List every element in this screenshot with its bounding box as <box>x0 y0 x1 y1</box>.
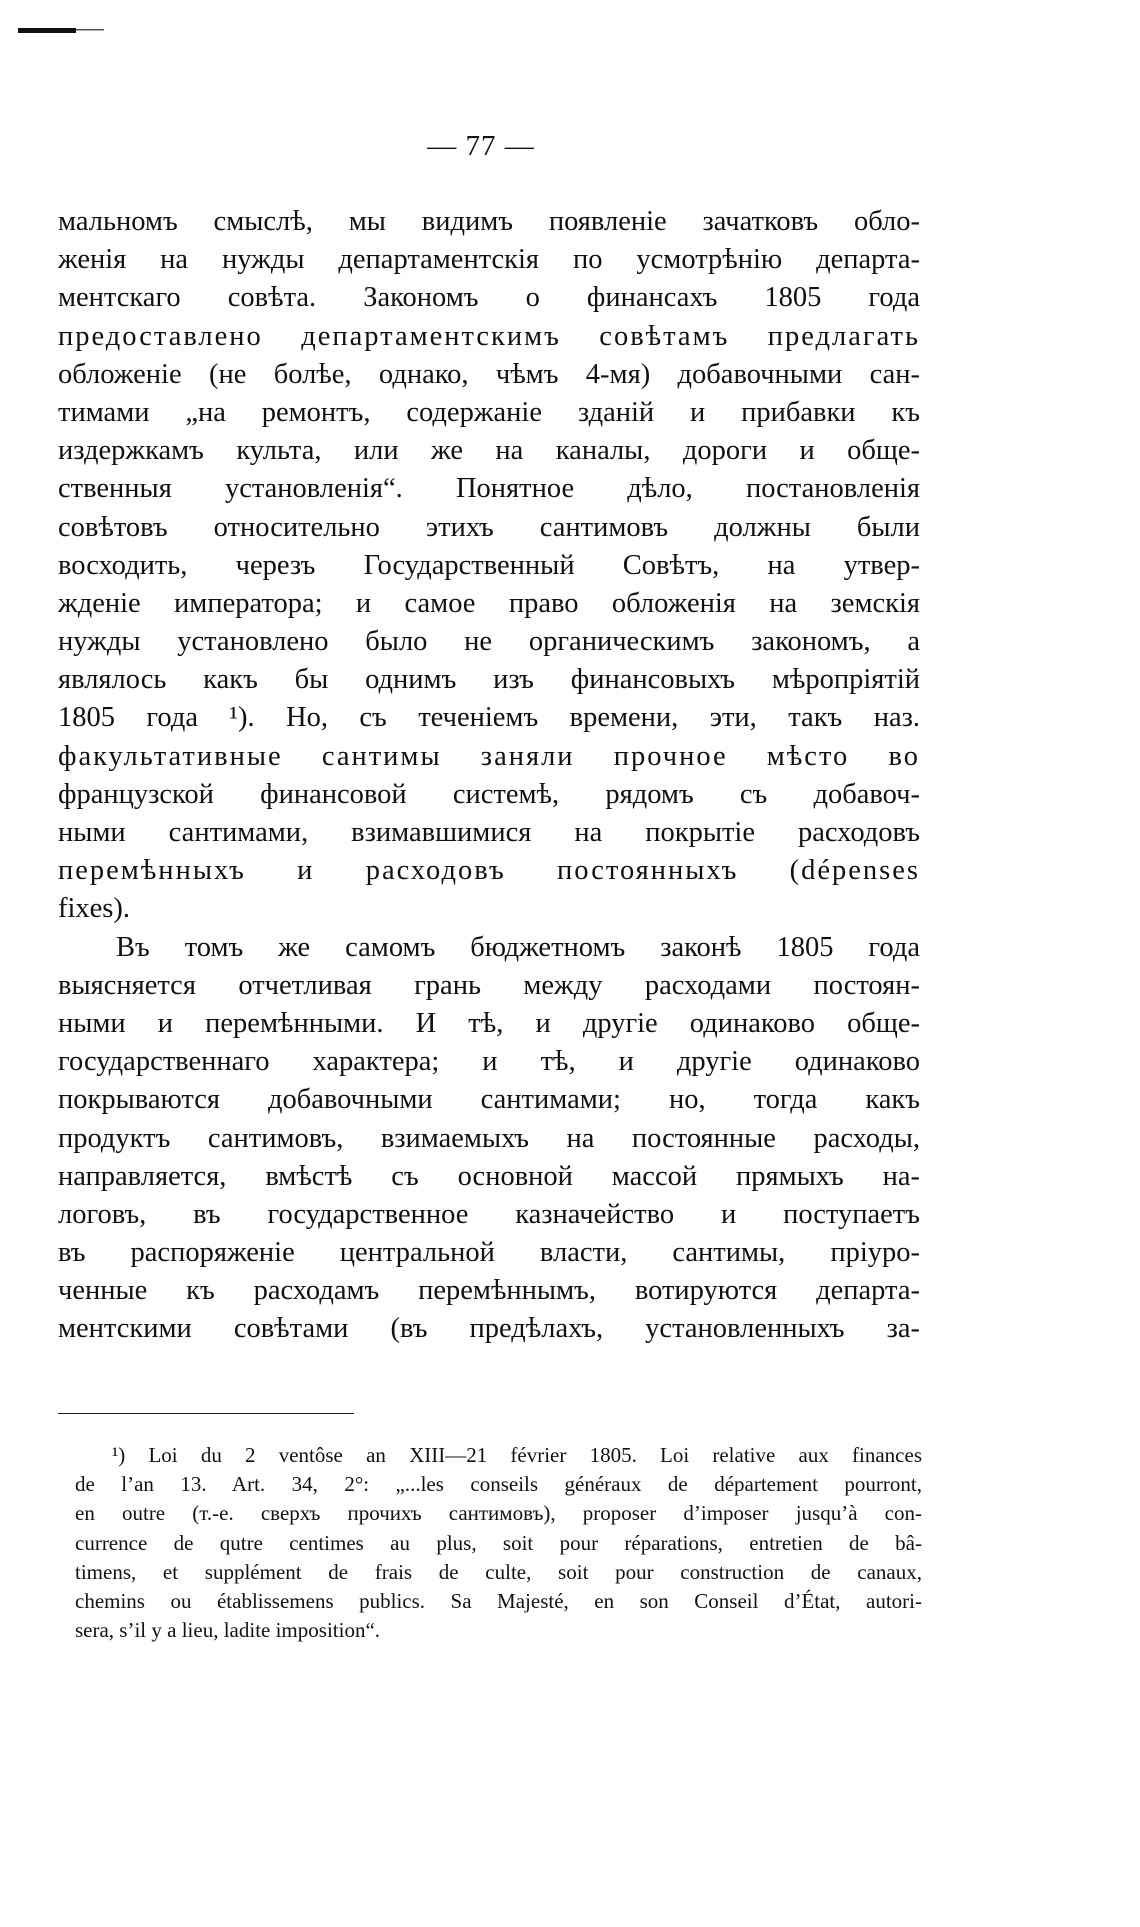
footnote-line: sera, s’il y a lieu, ladite imposition“. <box>75 1618 381 1643</box>
text-line: выясняется отчетливая грань между расходами постоян- <box>58 969 920 1001</box>
text-line: ными сантимами, взимавшимися на покрытіе расходовъ <box>58 817 920 848</box>
footnote-divider <box>58 1413 354 1414</box>
footnote-line: ¹) Loi du 2 ventôse an XIII—21 février 1805. Loi relative aux finances <box>112 1443 922 1467</box>
footnote-line: currence de qutre centimes au plus, soit pour réparations, entretien de bâ- <box>75 1530 922 1555</box>
footnote-line: timens, et supplément de frais de culte, soit pour construction de canaux, <box>75 1559 922 1584</box>
text-line: направляется, вмѣстѣ съ основной массой прямыхъ на- <box>58 1160 920 1192</box>
text-line: факультативные сантимы заняли прочное мѣсто во <box>58 740 920 772</box>
text-line: перемѣнныхъ и расходовъ постоянныхъ (dépenses <box>58 855 920 887</box>
text-line: совѣтовъ относительно этихъ сантимовъ должны были <box>58 511 920 543</box>
text-line: продуктъ сантимовъ, взимаемыхъ на постоянные расходы, <box>58 1122 920 1154</box>
text-line: являлось какъ бы однимъ изъ финансовыхъ мѣропріятій <box>58 664 920 696</box>
text-line: логовъ, въ государственное казначейство и поступаетъ <box>58 1198 920 1230</box>
text-line: жденіе императора; и самое право обложенія на земскія <box>58 587 920 619</box>
text-line: покрываются добавочными сантимами; но, тогда какъ <box>58 1084 920 1116</box>
scan-artifact-mark <box>18 26 108 36</box>
footnote-line: chemins ou établissemens publics. Sa Majesté, en son Conseil d’État, autori- <box>75 1588 922 1613</box>
text-line: мальномъ смыслѣ, мы видимъ появленіе зачатковъ обло- <box>58 206 920 237</box>
text-line: въ распоряженіе центральной власти, сантимы, пріуро- <box>58 1237 920 1269</box>
text-line: ментскаго совѣта. Закономъ о финансахъ 1805 года <box>58 282 920 314</box>
text-line: нужды установлено было не органическимъ закономъ, а <box>58 626 920 658</box>
text-line: предоставлено департаментскимъ совѣтамъ предлагать <box>58 320 920 352</box>
footnote-line: de l’an 13. Art. 34, 2°: „...les conseils généraux de département pourront, <box>75 1472 922 1497</box>
text-line: издержкамъ культа, или же на каналы, дороги и обще- <box>58 435 920 467</box>
main-text <box>58 203 920 1349</box>
paragraph-start-line: Въ томъ же самомъ бюджетномъ законѣ 1805 года <box>116 931 920 963</box>
text-line: тимами „на ремонтъ, содержаніе зданій и прибавки къ <box>58 396 920 428</box>
text-line: обложеніе (не болѣе, однако, чѣмъ 4-мя) добавочными сан- <box>58 358 920 390</box>
text-line: 1805 года ¹). Но, съ теченіемъ времени, эти, такъ наз. <box>58 702 920 734</box>
text-line: женія на нужды департаментскія по усмотрѣнію департа- <box>58 244 920 276</box>
footnote <box>75 1441 922 1645</box>
text-line: государственнаго характера; и тѣ, и другіе одинаково <box>58 1046 920 1078</box>
page-number: — 77 — <box>427 130 535 162</box>
text-line: fixes). <box>58 893 131 925</box>
footnote-line: en outre (т.-е. сверхъ прочихъ сантимовъ), proposer d’imposer jusqu’à con- <box>75 1501 922 1526</box>
text-line: восходить, черезъ Государственный Совѣтъ, на утвер- <box>58 549 920 581</box>
text-line: ченные къ расходамъ перемѣннымъ, вотируются департа- <box>58 1275 920 1307</box>
text-line: французской финансовой системѣ, рядомъ съ добавоч- <box>58 778 920 810</box>
text-line: ственныя установленія“. Понятное дѣло, постановленія <box>58 473 920 505</box>
text-line: ментскими совѣтами (въ предѣлахъ, установленныхъ за- <box>58 1313 920 1345</box>
text-line: ными и перемѣнными. И тѣ, и другіе одинаково обще- <box>58 1007 920 1039</box>
